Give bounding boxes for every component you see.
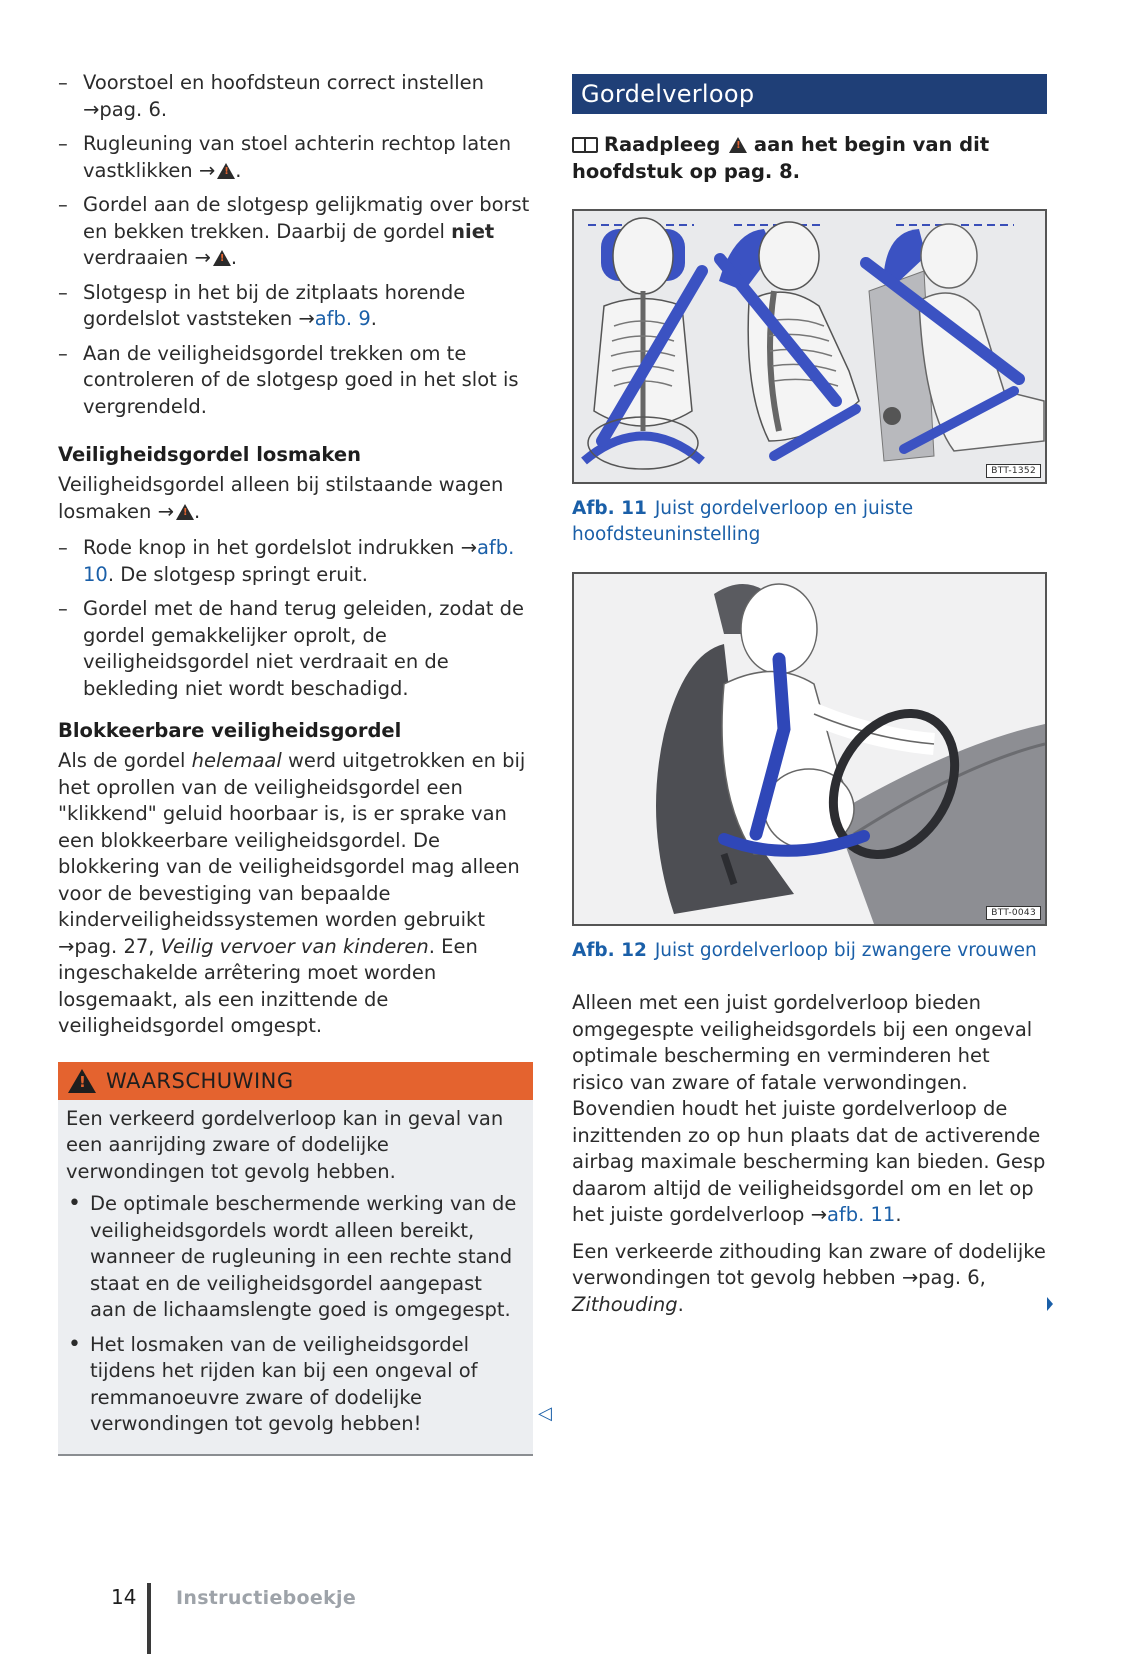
body-paragraph: Een verkeerde zithouding kan zware of dodelijke verwondingen tot gevolg hebben →pag. 6, Zithouding. xyxy=(572,1239,1046,1316)
right-column xyxy=(572,74,1047,1318)
arrow-icon: → xyxy=(194,246,211,269)
list-item: – Aan de veiligheidsgordel trekken om te controleren of de slotgesp goed in het slot is vergrendeld. xyxy=(58,341,533,421)
body-paragraph: Alleen met een juist gordelverloop bieden omgegespte veiligheidsgordels bij een ongeval optimale bescherming en verminderen het risico van zware of fatale verwondingen. Bovendien houdt het juiste gordelverloop de inzittenden zo op hun plaats dat de activerende airbag maximale bescherming kan bieden. Gesp daarom altijd de veiligheidsgordel om en let op het juiste gordelverloop →afb. 11. xyxy=(572,991,1046,1226)
figure-12-caption: Afb. 12 Juist gordelverloop bij zwangere vrouwen xyxy=(572,940,1037,961)
lockable-heading: Blokkeerbare veiligheidsgordel xyxy=(58,719,402,742)
figure-link[interactable]: afb. 10 xyxy=(83,536,515,586)
arrow-icon: → xyxy=(83,97,100,121)
warning-bullets xyxy=(66,1191,523,1438)
fasten-steps xyxy=(58,70,533,420)
warning-title: WAARSCHUWING xyxy=(106,1068,294,1093)
warning-body xyxy=(58,1100,533,1454)
arrow-icon: → xyxy=(157,499,174,523)
warning-triangle-icon[interactable] xyxy=(217,163,235,179)
warning-box xyxy=(58,1062,533,1456)
unfasten-steps xyxy=(58,535,533,702)
warning-header xyxy=(58,1062,533,1100)
list-item: – Gordel aan de slotgesp gelijkmatig over borst en bekken trekken. Daarbij de gordel niet verdraaien →! . xyxy=(58,192,533,272)
page-ref[interactable]: pag. 27, xyxy=(74,934,161,958)
list-item: – Gordel met de hand terug geleiden, zodat de gordel gemakkelijker oprolt, de veiligheidsgordel niet verdraait en de bekleding niet wordt beschadigd. xyxy=(58,596,533,702)
section-title: Gordelverloop xyxy=(572,74,1047,114)
figure-11-caption: Afb. 11 Juist gordelverloop en juiste hoofdsteuninstelling xyxy=(572,498,914,545)
book-icon xyxy=(572,137,598,153)
page-number: 14 xyxy=(111,1585,137,1609)
arrow-icon: → xyxy=(901,1266,919,1289)
arrow-icon: → xyxy=(298,307,315,330)
list-item: – Rode knop in het gordelslot indrukken →afb. 10. De slotgesp springt eruit. xyxy=(58,535,533,588)
footer-title: Instructieboekje xyxy=(176,1587,357,1609)
figure-11 xyxy=(572,209,1047,484)
arrow-icon: → xyxy=(810,1203,827,1226)
warning-triangle-icon[interactable] xyxy=(213,250,231,266)
pregnant-driver-illustration xyxy=(574,574,1045,924)
footer-divider xyxy=(147,1583,151,1654)
arrow-icon: → xyxy=(198,158,216,182)
arrow-icon: → xyxy=(460,536,477,559)
unfasten-heading: Veiligheidsgordel losmaken xyxy=(58,443,361,466)
list-item: – Slotgesp in het bij de zitplaats horende gordelslot vaststeken →afb. 9. xyxy=(58,280,533,333)
page-ref[interactable]: pag. 6. xyxy=(99,97,168,121)
warning-intro: Een verkeerd gordelverloop kan in geval van een aanrijding zware of dodelijke verwondingen tot gevolg hebben. xyxy=(66,1106,504,1183)
unfasten-intro: Veiligheidsgordel alleen bij stilstaande wagen losmaken →! . xyxy=(58,472,533,525)
section-end-icon: ◁ xyxy=(538,1403,552,1424)
figure-12 xyxy=(572,572,1047,926)
list-item: • Het losmaken van de veiligheidsgordel tijdens het rijden kan bij een ongeval of remmanoeuvre zware of dodelijke verwondingen tot gevolg hebben! xyxy=(66,1332,523,1438)
figure-link[interactable]: afb. 11 xyxy=(826,1203,896,1226)
left-column xyxy=(58,70,533,1456)
figure-code: BTT-0043 xyxy=(986,906,1041,920)
lockable-paragraph: Als de gordel helemaal werd uitgetrokken en bij het oprollen van de veiligheidsgordel een "klikkend" geluid hoorbaar is, is er sprake van een blokkeerbare veiligheidsgordel. De blokkering van de veiligheidsgordel mag alleen voor de bevestiging van bepaalde kinderveiligheidssystemen worden gebruikt →pag. 27, Veilig vervoer van kinderen. Een ingeschakelde arrêtering moet worden losgemaakt, als een inzittende de veiligheidsgordel omgespt. xyxy=(58,749,526,1037)
list-item: – Voorstoel en hoofdsteun correct instellen →pag. 6. xyxy=(58,70,533,123)
continue-icon xyxy=(1047,1297,1053,1311)
figure-code: BTT-1352 xyxy=(986,464,1041,478)
belt-routing-illustration xyxy=(574,211,1045,482)
list-item: • De optimale beschermende werking van de veiligheidsgordels wordt alleen bereikt, wanneer de rugleuning in een rechte stand staat en de veiligheidsgordel aangepast aan de lichaamslengte goed is omgegespt. xyxy=(66,1191,523,1324)
warning-triangle-icon[interactable] xyxy=(729,137,747,153)
page-ref[interactable]: pag. 6, xyxy=(918,1266,986,1289)
consult-note: Raadpleeg ! aan het begin van dit hoofdstuk op pag. 8. xyxy=(572,132,1047,185)
figure-link[interactable]: afb. 9 xyxy=(314,307,371,330)
warning-triangle-icon xyxy=(68,1069,96,1093)
warning-triangle-icon[interactable] xyxy=(176,504,194,520)
arrow-icon: → xyxy=(58,934,75,958)
list-item: – Rugleuning van stoel achterin rechtop laten vastklikken →! . xyxy=(58,131,533,184)
